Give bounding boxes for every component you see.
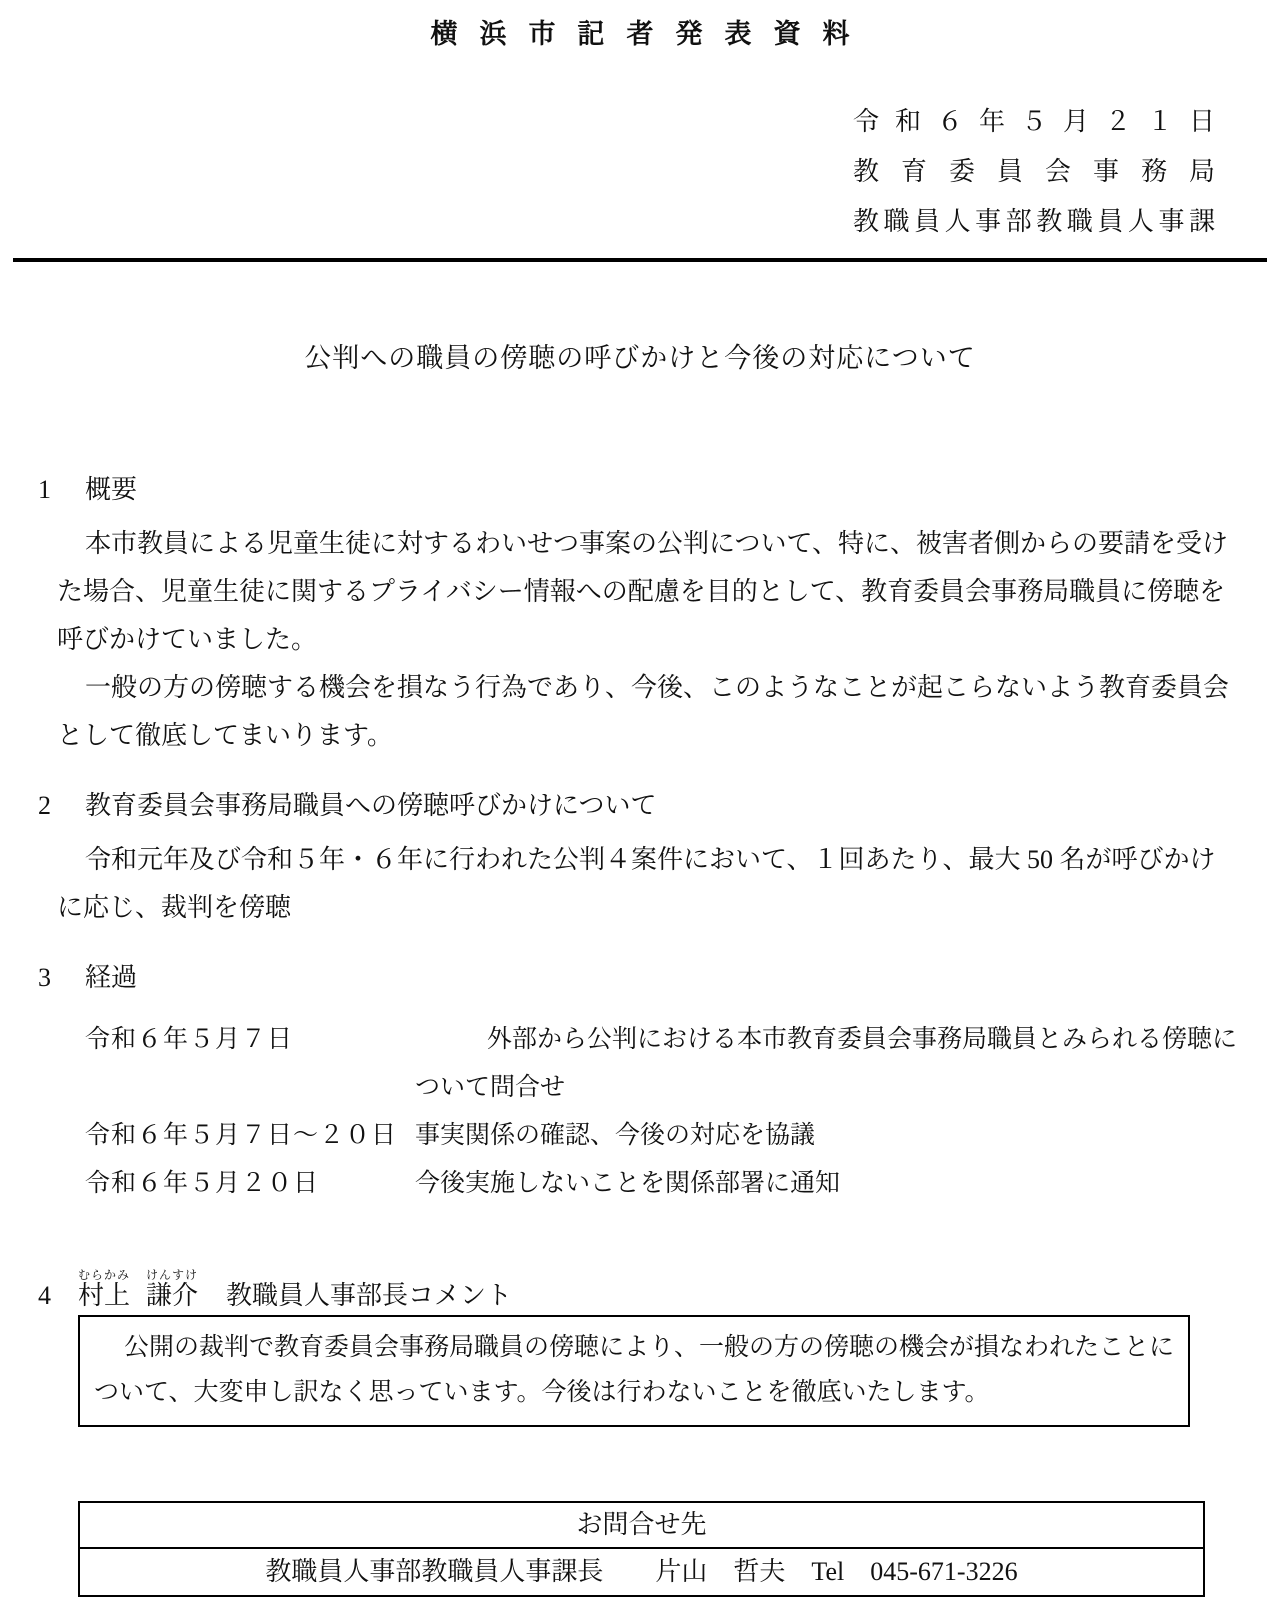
date-org-block (853, 96, 1215, 246)
press-release-header: 横浜市記者発表資料 (430, 19, 872, 49)
comment-line: 公開の裁判で教育委員会事務局職員の傍聴により、一般の方の傍聴の機会が損なわれたことに (124, 1334, 1175, 1361)
timeline-event-line: ついて問合せ (415, 1074, 566, 1101)
org-bureau: 教育委員会事務局 (853, 156, 1215, 186)
timeline-event (415, 1016, 1237, 1112)
section-3-title: 経過 (85, 963, 138, 992)
paragraph-line: に応じ、裁判を傍聴 (57, 893, 292, 922)
org-division: 教職員人事部教職員人事課 (853, 206, 1215, 236)
timeline-date: 令和６年５月７日～２０日 (85, 1122, 398, 1149)
section-1-heading (38, 474, 1280, 506)
timeline-date: 令和６年５月７日 (85, 1026, 294, 1053)
timeline-event-line: 今後実施しないことを関係部署に通知 (415, 1170, 841, 1197)
section-3-number: 3 (38, 963, 51, 992)
section-4-number: 4 (38, 1281, 51, 1310)
contact-header: お問合せ先 (80, 1503, 1203, 1549)
paragraph-line: として徹底してまいります。 (57, 721, 393, 750)
timeline-event-line: 外部から公判における本市教育委員会事務局職員とみられる傍聴に (487, 1026, 1238, 1053)
given-name: 謙介 (146, 1281, 199, 1310)
section-2-number: 2 (38, 791, 51, 820)
commenter-name (78, 1268, 198, 1311)
section-1-number: 1 (38, 475, 51, 504)
comment-box (78, 1315, 1190, 1427)
comment-line: ついて、大変申し訳なく思っています。今後は行わないことを徹底いたします。 (94, 1379, 990, 1406)
contact-detail: 教職員人事部教職員人事課長 片山 哲夫 Tel 045-671-3226 (265, 1557, 1018, 1586)
timeline-row (85, 1160, 1280, 1208)
timeline-row (85, 1016, 1280, 1112)
commenter-given-name (146, 1268, 199, 1310)
contact-box (78, 1501, 1205, 1597)
commenter-title: 教職員人事部長コメント (226, 1281, 513, 1310)
timeline (85, 1016, 1280, 1208)
section-2-heading (38, 790, 1280, 822)
section-4-heading (38, 1268, 1280, 1311)
section-1-paragraph-2 (57, 664, 1250, 760)
timeline-event-line: 事実関係の確認、今後の対応を協議 (415, 1122, 816, 1149)
timeline-event (415, 1112, 815, 1160)
family-name: 村上 (78, 1281, 131, 1310)
section-1-title: 概要 (85, 475, 138, 504)
document-title: 公判への職員の傍聴の呼びかけと今後の対応について (304, 343, 976, 373)
paragraph-line: 呼びかけていました。 (57, 625, 318, 654)
timeline-row (85, 1112, 1280, 1160)
section-2-paragraph (57, 836, 1250, 932)
section-3-heading (38, 962, 1280, 994)
paragraph-line: 本市教員による児童生徒に対するわいせつ事案の公判について、特に、被害者側からの要請を受け (85, 529, 1228, 558)
section-1-paragraph-1 (57, 520, 1250, 664)
given-name-furigana: けんすけ (146, 1268, 199, 1282)
paragraph-line: た場合、児童生徒に関するプライバシー情報への配慮を目的として、教育委員会事務局職員に傍聴を (57, 577, 1226, 606)
paragraph-line: 一般の方の傍聴する機会を損なう行為であり、今後、このようなことが起こらないよう教育委員会 (85, 673, 1230, 702)
header-divider (13, 258, 1267, 262)
timeline-event (415, 1160, 840, 1208)
commenter-family-name (78, 1268, 131, 1310)
timeline-date: 令和６年５月２０日 (85, 1170, 320, 1197)
release-date: 令和６年５月２１日 (853, 106, 1215, 136)
section-2-title: 教育委員会事務局職員への傍聴呼びかけについて (85, 791, 657, 820)
family-name-furigana: むらかみ (78, 1268, 131, 1282)
paragraph-line: 令和元年及び令和５年・６年に行われた公判４案件において、１回あたり、最大 50 名が呼びかけ (85, 845, 1216, 874)
